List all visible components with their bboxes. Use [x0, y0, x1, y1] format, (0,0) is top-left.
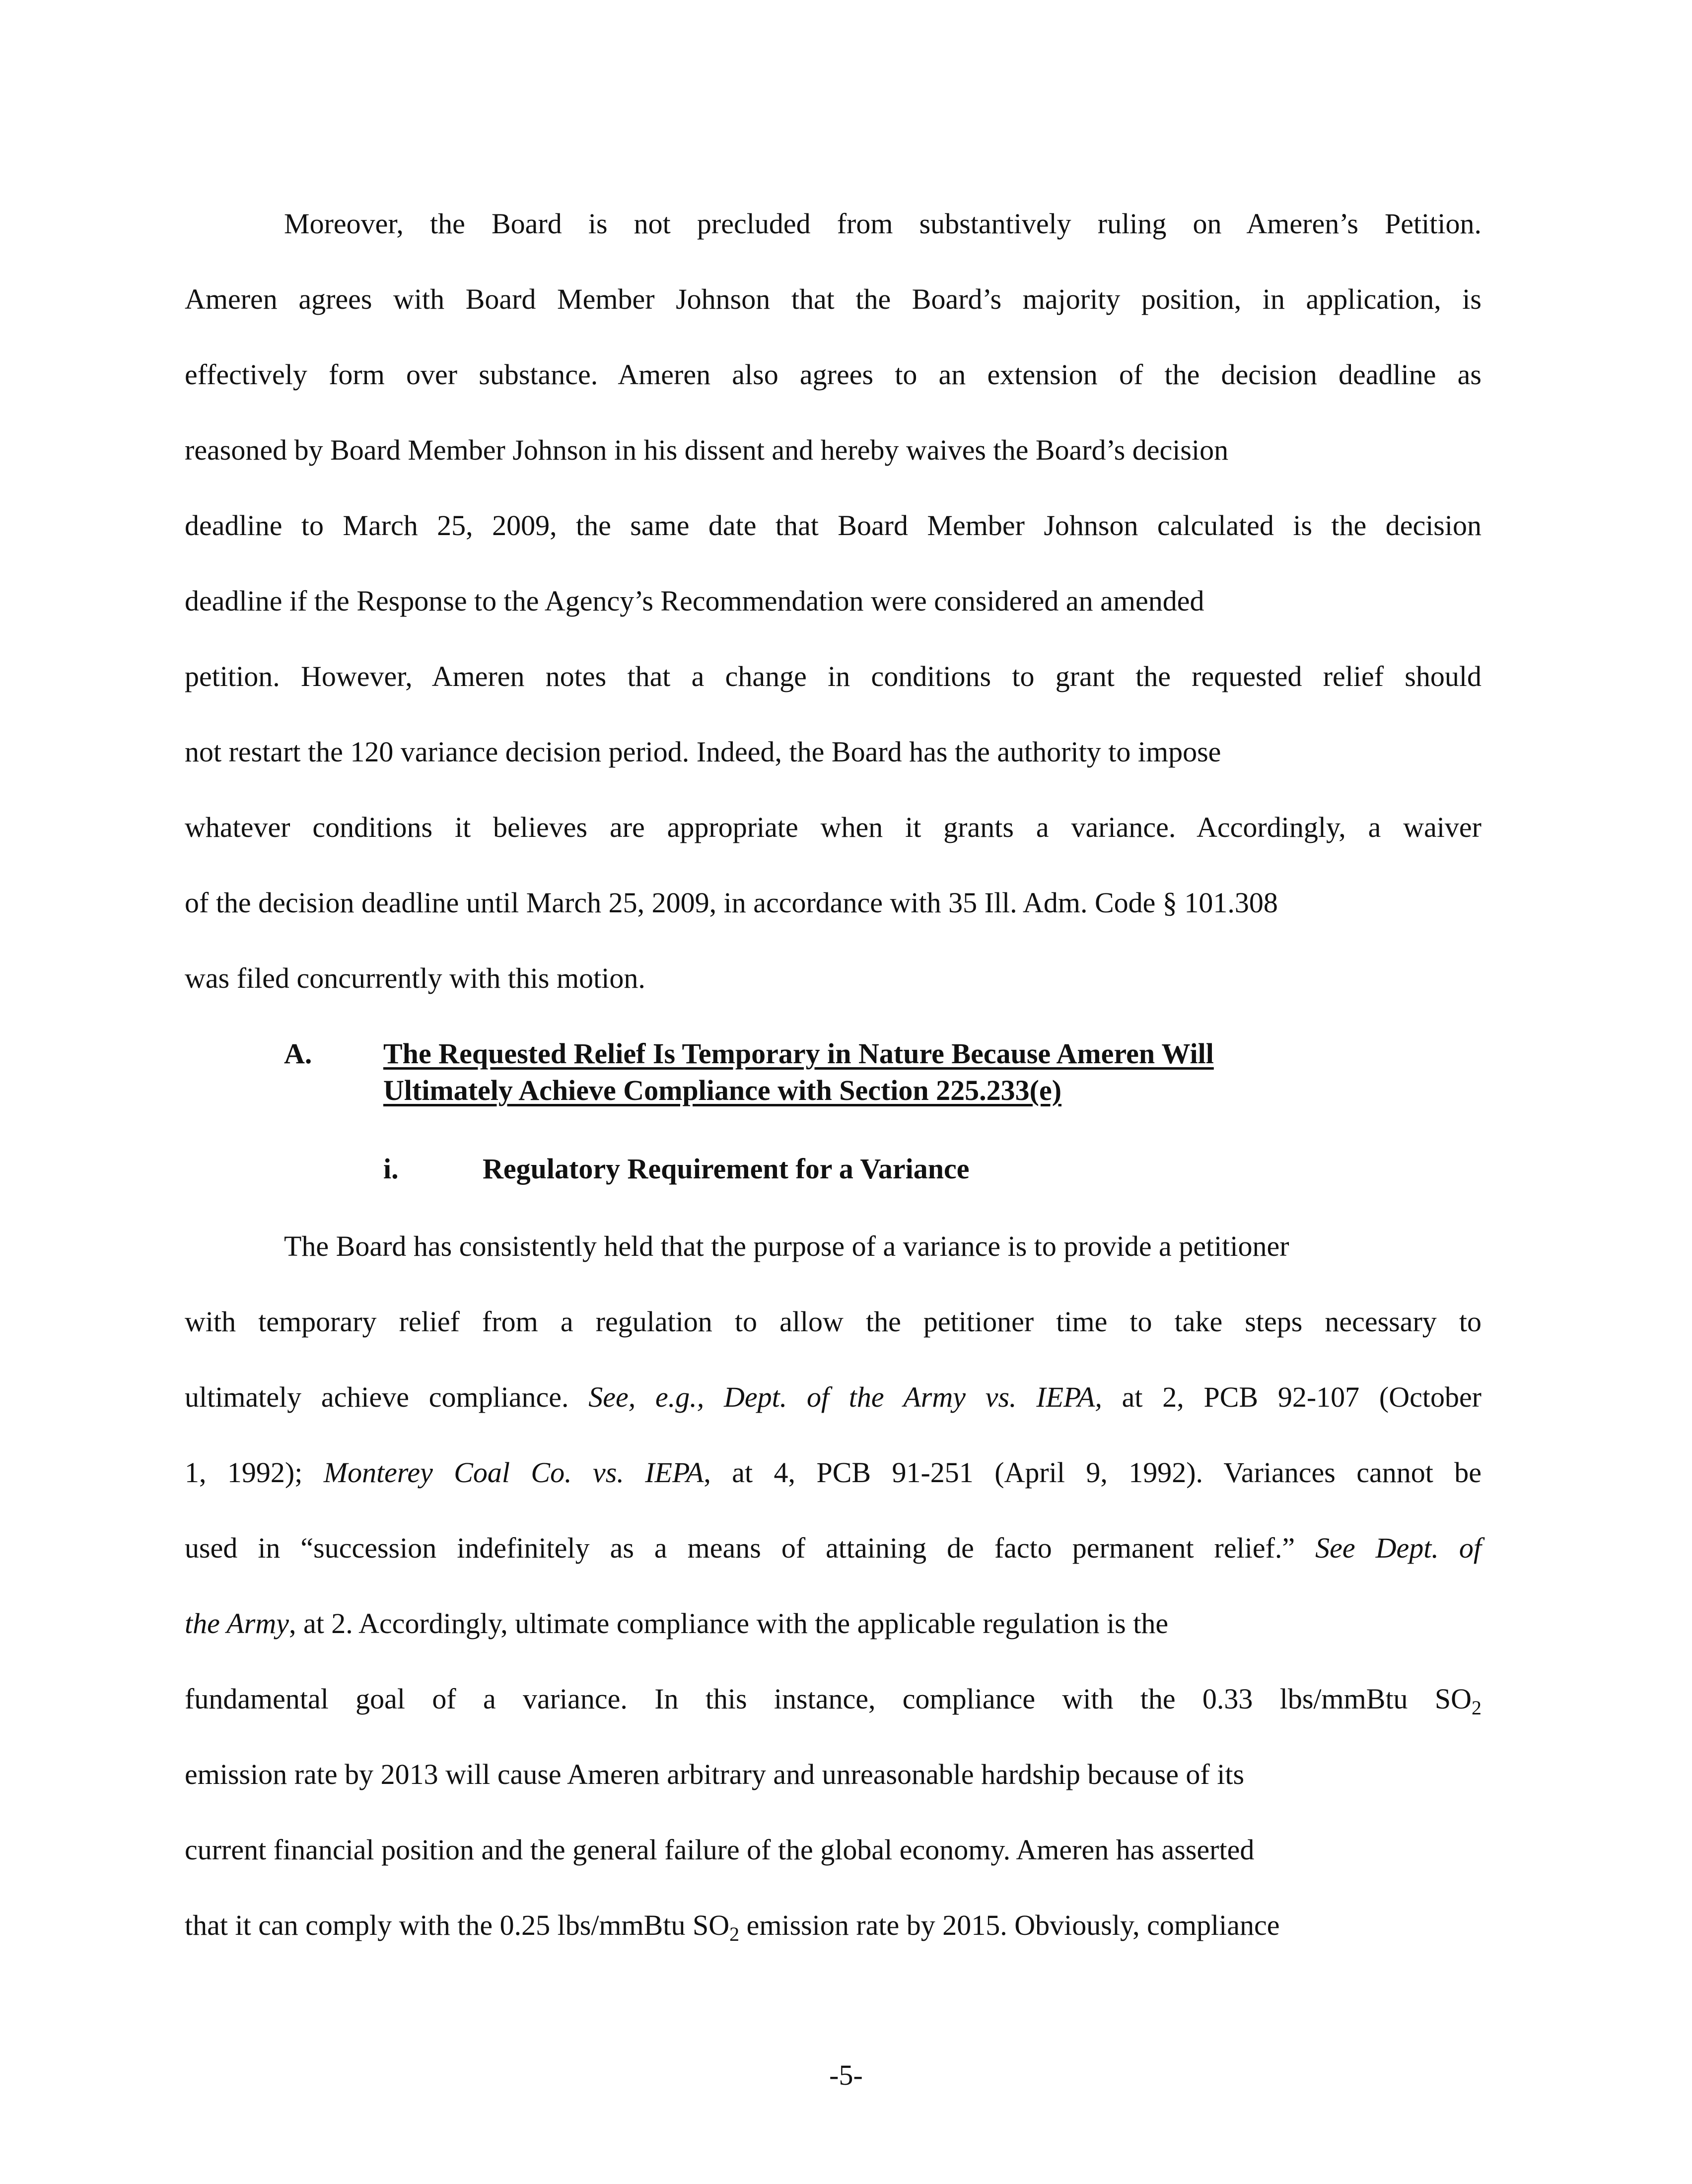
- paragraph-1-line: deadline if the Response to the Agency’s Recommendation were considered an amended: [185, 585, 1204, 617]
- paragraph-1-line: deadline to March 25, 2009, the same date that Board Member Johnson calculated is the decision: [185, 509, 1481, 542]
- paragraph-2-line: [185, 1534, 1481, 1563]
- page-number: -5-: [829, 2059, 863, 2091]
- paragraph-2-line: The Board has consistently held that the purpose of a variance is to provide a petitioner: [284, 1230, 1289, 1262]
- paragraph-1-line: of the decision deadline until March 25, 2009, in accordance with 35 Ill. Adm. Code § 101.308: [185, 887, 1278, 919]
- case-citation: the Army: [185, 1607, 289, 1639]
- paragraph-1-line: effectively form over substance. Ameren also agrees to an extension of the decision deadline as: [185, 358, 1481, 391]
- subscript: 2: [729, 1923, 740, 1945]
- text-span: , at 4, PCB 91-251 (April 9, 1992). Variances cannot be: [704, 1456, 1481, 1489]
- paragraph-2-line: [185, 1383, 1481, 1412]
- paragraph-1-line: was filed concurrently with this motion.: [185, 962, 645, 994]
- text-span: , at 2. Accordingly, ultimate compliance with the applicable regulation is the: [288, 1607, 1169, 1639]
- text-span: emission rate by 2015. Obviously, compliance: [739, 1909, 1280, 1941]
- text-span: used in “succession indefinitely as a means of attaining de facto permanent relief.”: [185, 1532, 1316, 1564]
- case-citation: See, e.g., Dept. of the Army vs. IEPA,: [588, 1381, 1102, 1413]
- paragraph-2-line: [185, 1683, 1481, 1719]
- paragraph-1-line: whatever conditions it believes are appropriate when it grants a variance. Accordingly, a waiver: [185, 811, 1481, 843]
- paragraph-1-line: petition. However, Ameren notes that a change in conditions to grant the requested relief should: [185, 660, 1481, 692]
- case-citation: Monterey Coal Co. vs. IEPA: [323, 1456, 704, 1489]
- paragraph-2-line: [185, 1609, 1168, 1638]
- text-span: 1, 1992);: [185, 1456, 324, 1489]
- text-span: at 2, PCB 92-107 (October: [1102, 1381, 1481, 1413]
- paragraph-2-line: with temporary relief from a regulation to allow the petitioner time to take steps necessary to: [185, 1305, 1481, 1338]
- heading-i-title: Regulatory Requirement for a Variance: [483, 1153, 970, 1185]
- paragraph-2-line: current financial position and the general failure of the global economy. Ameren has asserted: [185, 1834, 1255, 1866]
- heading-a-label: A.: [284, 1037, 312, 1070]
- paragraph-2-line: emission rate by 2013 will cause Ameren arbitrary and unreasonable hardship because of its: [185, 1758, 1245, 1790]
- text-span: ultimately achieve compliance.: [185, 1381, 589, 1413]
- text-span: that it can comply with the 0.25 lbs/mmBtu SO: [185, 1909, 730, 1941]
- heading-a-title-line-2: [383, 1076, 1061, 1105]
- heading-a-text-2: Ultimately Achieve Compliance with Section 225.233(e): [383, 1074, 1062, 1106]
- paragraph-1-line: Moreover, the Board is not precluded from substantively ruling on Ameren’s Petition.: [284, 207, 1481, 240]
- paragraph-2-line: [185, 1909, 1280, 1945]
- paragraph-2-line: [185, 1458, 1481, 1487]
- heading-i-label: i.: [383, 1153, 399, 1185]
- heading-a-text-1: The Requested Relief Is Temporary in Nature Because Ameren Will: [383, 1037, 1214, 1070]
- paragraph-1-line: reasoned by Board Member Johnson in his dissent and hereby waives the Board’s decision: [185, 434, 1229, 466]
- heading-a-title-line-1: [383, 1039, 1214, 1068]
- paragraph-1-line: not restart the 120 variance decision period. Indeed, the Board has the authority to impose: [185, 736, 1221, 768]
- text-span: fundamental goal of a variance. In this instance, compliance with the 0.33 lbs/mmBtu SO: [185, 1683, 1472, 1715]
- subscript: 2: [1472, 1697, 1481, 1719]
- case-citation: See Dept. of: [1315, 1532, 1482, 1564]
- paragraph-1-line: Ameren agrees with Board Member Johnson that the Board’s majority position, in application, is: [185, 283, 1481, 315]
